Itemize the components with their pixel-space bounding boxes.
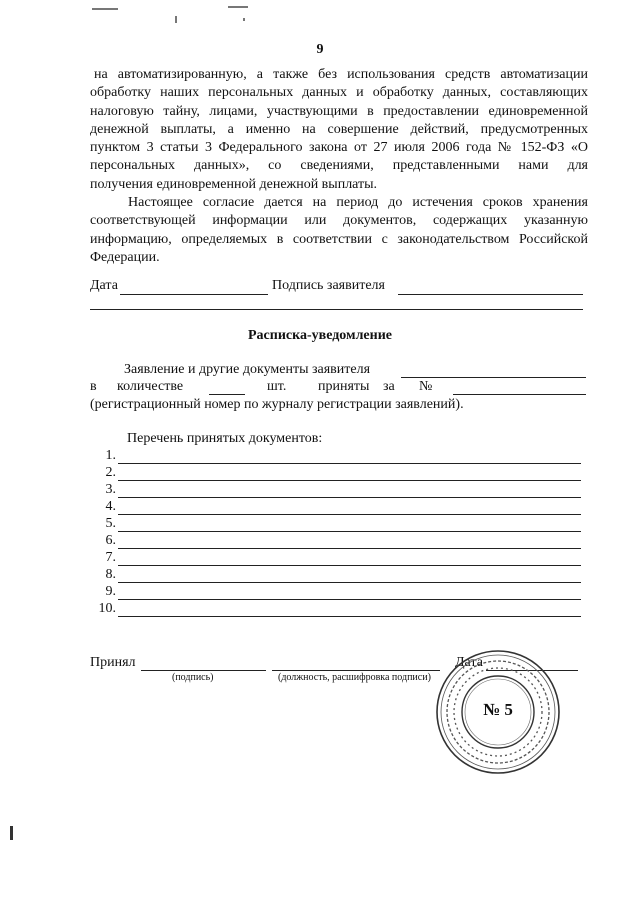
list-item-number: 5.	[105, 516, 116, 531]
paragraph-line: Настоящее согласие дается на период до истечения сроков хранения	[128, 195, 588, 210]
validity-paragraph	[90, 194, 588, 267]
receipt-word: в	[90, 379, 97, 394]
receipt-title: Расписка-уведомление	[248, 328, 392, 343]
document-entry-field[interactable]	[118, 531, 581, 532]
list-item-number: 2.	[105, 465, 116, 480]
official-stamp	[434, 648, 562, 776]
document-entry-field[interactable]	[118, 599, 581, 600]
scan-artifact	[10, 826, 13, 840]
document-entry-field[interactable]	[118, 463, 581, 464]
receipt-word: шт.	[267, 379, 287, 394]
paragraph-line: денежной выплаты, а именно на совершение действий, предусмотренных	[90, 121, 588, 137]
paragraph-line: Федерации.	[90, 249, 160, 265]
scan-artifact	[175, 16, 177, 23]
accepted-date-label: Дата	[455, 655, 483, 670]
list-item-number: 9.	[105, 584, 116, 599]
document-entry-field[interactable]	[118, 514, 581, 515]
applicant-signature-label: Подпись заявителя	[272, 278, 385, 293]
receipt-word: за	[383, 379, 395, 394]
list-item-number: 6.	[105, 533, 116, 548]
quantity-field[interactable]	[209, 394, 245, 395]
paragraph-line: обработку наших персональных данных и обработку данных, составляющих	[90, 85, 588, 101]
scan-artifact	[243, 18, 245, 21]
date-field[interactable]	[120, 294, 268, 295]
receipt-word: №	[419, 379, 433, 394]
paragraph-line: соответствующей информации или документов, содержащих указанную	[90, 213, 588, 229]
list-item-number: 3.	[105, 482, 116, 497]
paragraph-line: информацию, определяемых в соответствии с законодательством Российской	[90, 231, 588, 247]
documents-list-title: Перечень принятых документов:	[127, 431, 323, 446]
applicant-signature-field[interactable]	[398, 294, 583, 295]
registration-number-field[interactable]	[453, 394, 586, 395]
receipt-line1-text: Заявление и другие документы заявителя	[124, 362, 371, 377]
accepted-by-label: Принял	[90, 655, 136, 670]
list-item-number: 4.	[105, 499, 116, 514]
document-entry-field[interactable]	[118, 565, 581, 566]
scan-artifact	[92, 8, 118, 10]
date-label: Дата	[90, 278, 118, 293]
list-item-number: 7.	[105, 550, 116, 565]
receipt-word: количестве	[117, 379, 184, 394]
document-entry-field[interactable]	[118, 497, 581, 498]
position-caption: (должность, расшифровка подписи)	[278, 672, 431, 683]
page-number: 9	[316, 42, 324, 57]
paragraph-line: пунктом 3 статьи 3 Федерального закона от 27 июля 2006 года № 152-ФЗ «О	[90, 140, 588, 156]
scan-artifact	[228, 6, 248, 8]
applicant-name-field[interactable]	[401, 377, 586, 378]
document-entry-field[interactable]	[118, 582, 581, 583]
accepted-position-field[interactable]	[272, 670, 440, 671]
document-entry-field[interactable]	[118, 480, 581, 481]
accepted-signature-field[interactable]	[141, 670, 266, 671]
paragraph-line: персональных данных», со сведениями, представленными нами для	[90, 158, 588, 174]
document-entry-field[interactable]	[118, 548, 581, 549]
stamp-number: № 5	[483, 700, 513, 719]
list-item-number: 8.	[105, 567, 116, 582]
consent-paragraph	[90, 66, 588, 194]
document-entry-field[interactable]	[118, 616, 581, 617]
paragraph-line: на автоматизированную, а также без использования средств автоматизации	[94, 67, 588, 82]
list-item-number: 1.	[105, 448, 116, 463]
list-item-number: 10.	[98, 601, 116, 616]
paragraph-line: налоговую тайну, лицами, участвующими в предоставлении единовременной	[90, 103, 588, 119]
receipt-word: приняты	[318, 379, 370, 394]
signature-caption: (подпись)	[172, 672, 214, 683]
separator-line	[90, 309, 583, 310]
paragraph-line: получения единовременной денежной выплаты.	[90, 176, 378, 192]
receipt-line3-text: (регистрационный номер по журналу регистрации заявлений).	[90, 397, 464, 412]
